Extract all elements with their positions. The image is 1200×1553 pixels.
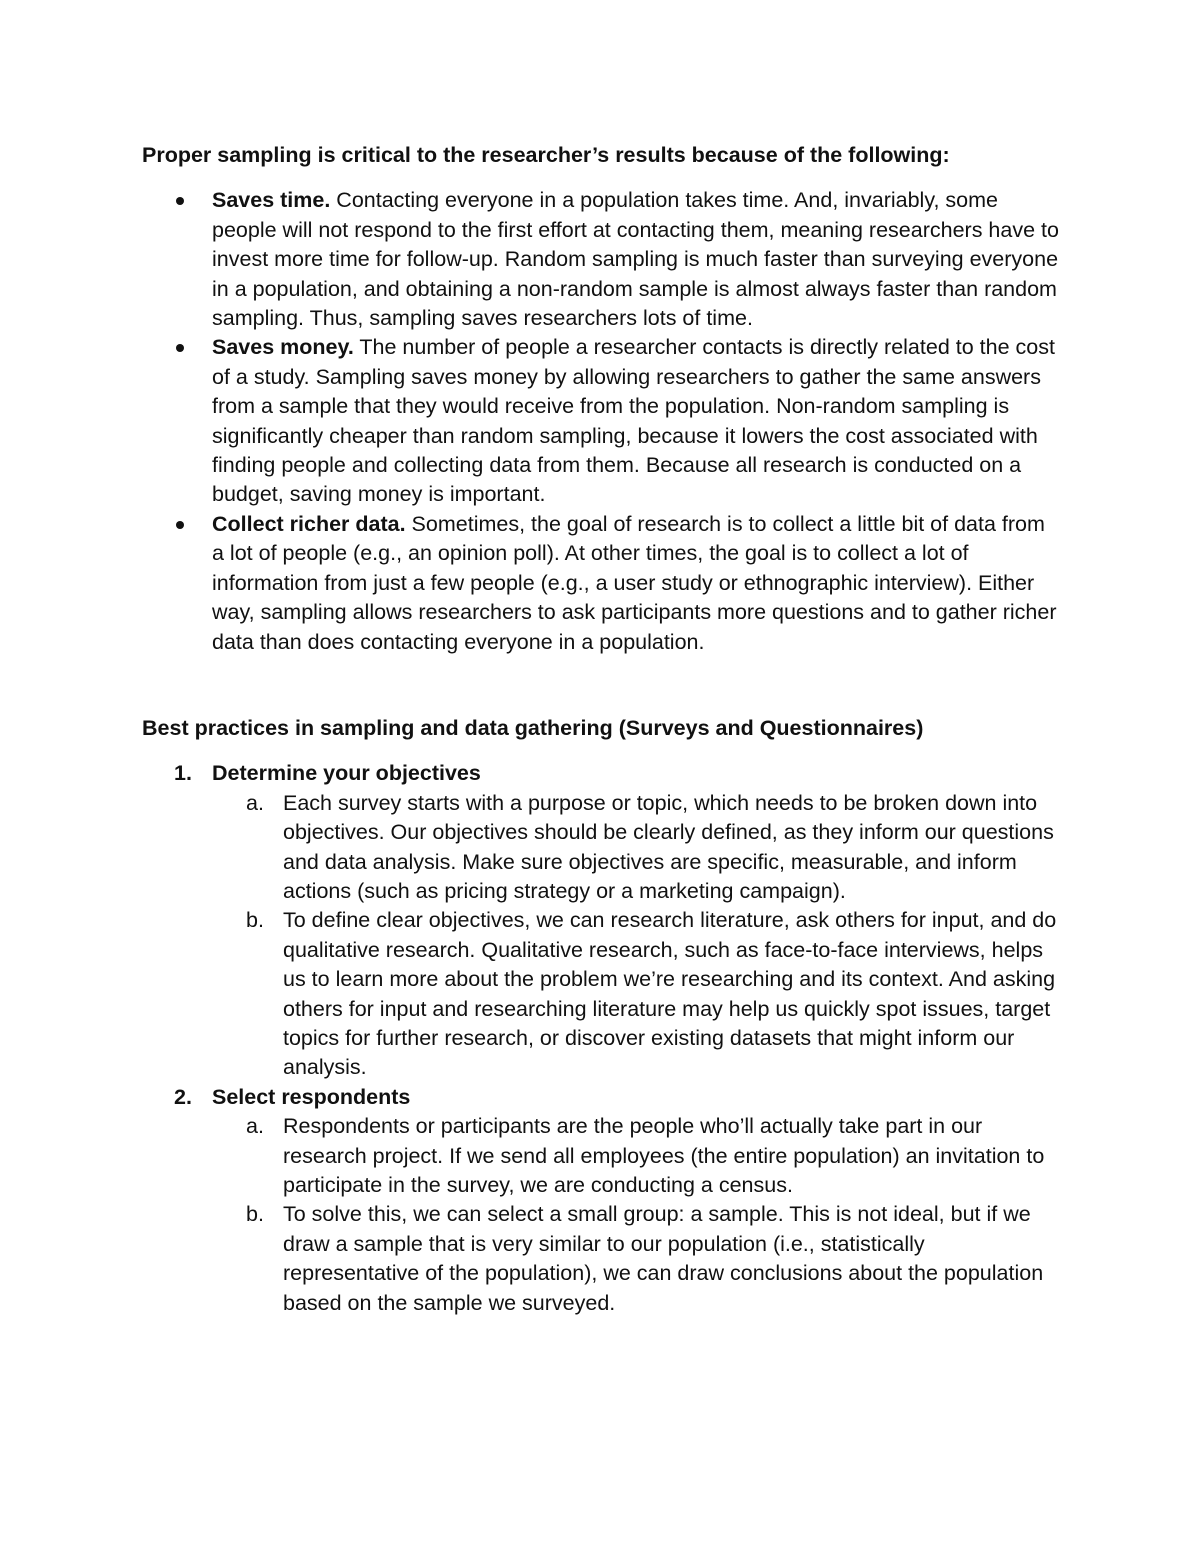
benefits-list [142, 186, 1062, 657]
sub-item [212, 789, 1062, 907]
sub-letter: a. [246, 790, 264, 815]
step-item [142, 1083, 1062, 1318]
sub-letter: b. [246, 1202, 264, 1227]
step-number: 1. [174, 761, 192, 786]
sub-list [212, 789, 1062, 1083]
sub-list [212, 1112, 1062, 1318]
section-heading-sampling: Proper sampling is critical to the researcher’s results because of the following: [142, 143, 950, 167]
document-page [142, 141, 1062, 1318]
sub-item-text: Each survey starts with a purpose or topic, which needs to be broken down into objectives. Our objectives should be clearly defined, as they inform our questions and data analysis. Make sure objectives are specific, measurable, and inform actions (such as pricing strategy or a marketing campaign). [283, 790, 1054, 903]
list-item-term: Collect richer data. [212, 511, 406, 536]
list-item-text: Contacting everyone in a population takes time. And, invariably, some people will not respond to the first effort at contacting them, meaning researchers have to invest more time for follow-up. Random sampling is much faster than surveying everyone in a population, and obtaining a non-random sample is almost always faster than random sampling. Thus, sampling saves researchers lots of time. [212, 188, 1059, 331]
bullet-icon [176, 521, 184, 529]
sub-item [212, 1112, 1062, 1200]
list-item [142, 510, 1062, 657]
list-item-term: Saves money. [212, 335, 354, 360]
sub-item-text: Respondents or participants are the people who’ll actually take part in our research project. If we send all employees (the entire population) an invitation to participate in the survey, we are conducting a census. [283, 1114, 1045, 1197]
bullet-icon [176, 344, 184, 352]
best-practices-list [142, 759, 1062, 1318]
sub-item [212, 906, 1062, 1082]
step-title: Determine your objectives [212, 761, 481, 786]
bullet-icon [176, 197, 184, 205]
step-item [142, 759, 1062, 1082]
step-title: Select respondents [212, 1084, 411, 1109]
sub-letter: b. [246, 908, 264, 933]
sub-item [212, 1200, 1062, 1318]
step-number: 2. [174, 1084, 192, 1109]
list-item-text: The number of people a researcher contacts is directly related to the cost of a study. Sampling saves money by allowing researchers to gather the same answers from a sample that they would receive from the population. Non-random sampling is significantly cheaper than random sampling, because it lowers the cost associated with finding people and collecting data from them. Because all research is conducted on a budget, saving money is important. [212, 335, 1055, 507]
list-item-term: Saves time. [212, 188, 331, 213]
sub-letter: a. [246, 1114, 264, 1139]
list-item [142, 186, 1062, 333]
list-item [142, 333, 1062, 509]
sub-item-text: To solve this, we can select a small group: a sample. This is not ideal, but if we draw a sample that is very similar to our population (i.e., statistically representative of the population), we can draw conclusions about the population based on the sample we surveyed. [283, 1202, 1044, 1315]
list-item-text: Sometimes, the goal of research is to collect a little bit of data from a lot of people (e.g., an opinion poll). At other times, the goal is to collect a lot of information from just a few people (e.g., a user study or ethnographic interview). Either way, sampling allows researchers to ask participants more questions and to gather richer data than does contacting everyone in a population. [212, 511, 1057, 654]
sub-item-text: To define clear objectives, we can research literature, ask others for input, and do qualitative research. Qualitative research, such as face-to-face interviews, helps us to learn more about the problem we’re researching and its context. And asking others for input and researching literature may help us quickly spot issues, target topics for further research, or discover existing datasets that might inform our analysis. [283, 908, 1057, 1080]
section-heading-best-practices: Best practices in sampling and data gathering (Surveys and Questionnaires) [142, 715, 924, 740]
